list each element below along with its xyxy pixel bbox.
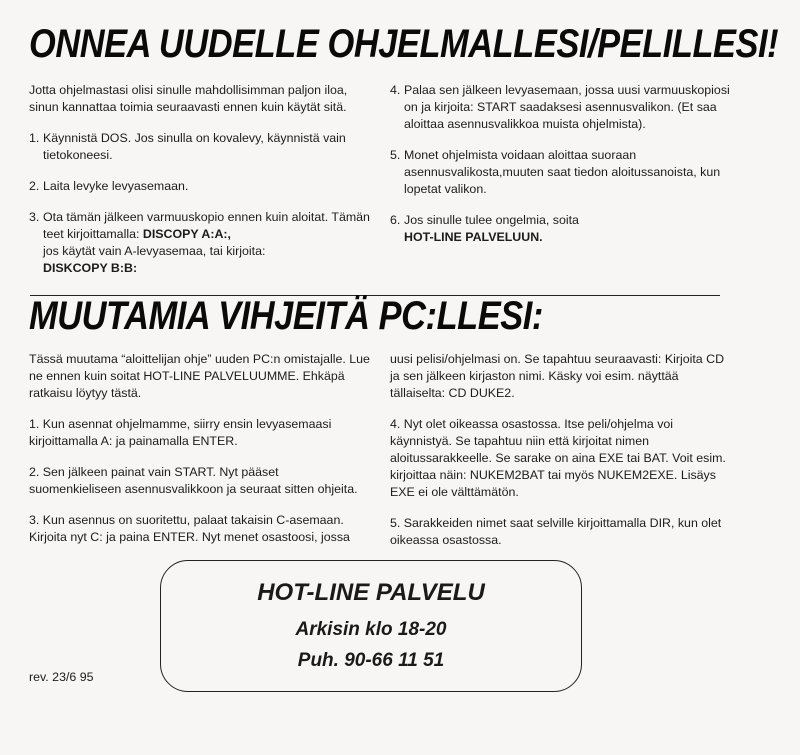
tip-item: 4. Nyt olet oikeassa osastossa. Itse peli/ohjelma voi käynnistyä. Se tapahtuu niin että kirjoitat nimen aloitussarakkeelle. Se sarake on aina EXE tai BAT. Voit esim. kirjoittaa näin: NUKEM2BAT tai myös NUKEM2EXE. Lisäys EXE ei ole välttämätön. <box>390 417 726 499</box>
revision-note: rev. 23/6 95 <box>29 670 94 684</box>
tip-item: 1. Kun asennat ohjelmamme, siirry ensin levyasemaasi kirjoittamalla A: ja painamalla ENTER. <box>29 417 332 448</box>
setup-step <box>390 212 730 246</box>
step-text: Laita levyke levyasemaan. <box>43 179 189 193</box>
hotline-box <box>160 560 582 692</box>
step-text <box>43 209 371 277</box>
tip-item: 5. Sarakkeiden nimet saat selville kirjoittamalla DIR, kun olet oikeassa osastossa. <box>390 516 722 547</box>
command-text: HOT-LINE PALVELUUN. <box>404 230 543 244</box>
step-number: 4. <box>390 83 401 97</box>
step-text-part: Ota tämän jälkeen varmuuskopio ennen kuin aloitat. Tämän teet kirjoittamalla: <box>43 210 370 241</box>
tip-item: 2. Sen jälkeen painat vain START. Nyt pääset suomenkieliseen asennusvalikkoon ja seuraat sitten ohjeita. <box>29 465 358 496</box>
setup-step <box>29 178 371 195</box>
step-text-part: Jos sinulle tulee ongelmia, soita <box>404 213 579 227</box>
hotline-phone: Puh. 90-66 11 51 <box>297 650 445 671</box>
tips-column-right <box>390 351 730 563</box>
setup-intro: Jotta ohjelmastasi olisi sinulle mahdollisimman paljon iloa, sinun kannattaa toimia seuraavasti ennen kuin käytät sitä. <box>29 83 348 114</box>
tip-item: 3. Kun asennus on suoritettu, palaat takaisin C-asemaan. Kirjoita nyt C: ja paina ENTER. Nyt menet osastoosi, jossa <box>29 513 350 544</box>
step-text-part: jos käytät vain A-levyasemaa, tai kirjoita: <box>43 244 266 258</box>
setup-step <box>29 130 371 164</box>
hotline-title: HOT-LINE PALVELU <box>257 579 485 606</box>
step-text: Palaa sen jälkeen levyasemaan, jossa uusi varmuuskopiosi on ja kirjoita: START saadaksesi asennusvalikon. (Et saa aloittaa asennusvalikkoa muista ohjelmista). <box>404 83 730 131</box>
command-text: DISCOPY A:A:, <box>142 227 231 241</box>
tip-item-continued: uusi pelisi/ohjelmasi on. Se tapahtuu seuraavasti: Kirjoita CD ja sen jälkeen kirjaston nimi. Käsky voi esim. näyttää tällaiselta: CD DUKE2. <box>390 352 725 400</box>
step-number: 5. <box>390 148 401 162</box>
hotline-hours: Arkisin klo 18-20 <box>295 619 447 640</box>
setup-column-left <box>29 82 371 291</box>
step-number: 3. <box>29 210 40 224</box>
setup-column-right <box>390 82 730 260</box>
command-text: DISKCOPY B:B: <box>43 261 138 275</box>
step-number: 2. <box>29 179 40 193</box>
step-number: 1. <box>29 131 40 145</box>
tips-heading: MUUTAMIA VIHJEITÄ PC:LLESI: <box>29 294 543 338</box>
setup-step <box>29 209 371 277</box>
step-number: 6. <box>390 213 401 227</box>
welcome-heading: ONNEA UUDELLE OHJELMALLESI/PELILLESI! <box>29 22 779 66</box>
tips-intro: Tässä muutama “aloittelijan ohje” uuden PC:n omistajalle. Lue ne ennen kuin soitat HOT-LINE PALVELUUMME. Ehkäpä ratkaisu löytyy tästä. <box>29 352 370 400</box>
setup-step <box>390 147 730 198</box>
tips-column-left <box>29 351 374 546</box>
step-text: Käynnistä DOS. Jos sinulla on kovalevy, käynnistä vain tietokoneesi. <box>43 131 346 162</box>
step-text: Monet ohjelmista voidaan aloittaa suoraan asennusvalikosta,muuten saat tiedon aloitussanoista, kun lopetat valikon. <box>404 148 721 196</box>
step-text <box>404 212 730 246</box>
setup-step <box>390 82 730 133</box>
